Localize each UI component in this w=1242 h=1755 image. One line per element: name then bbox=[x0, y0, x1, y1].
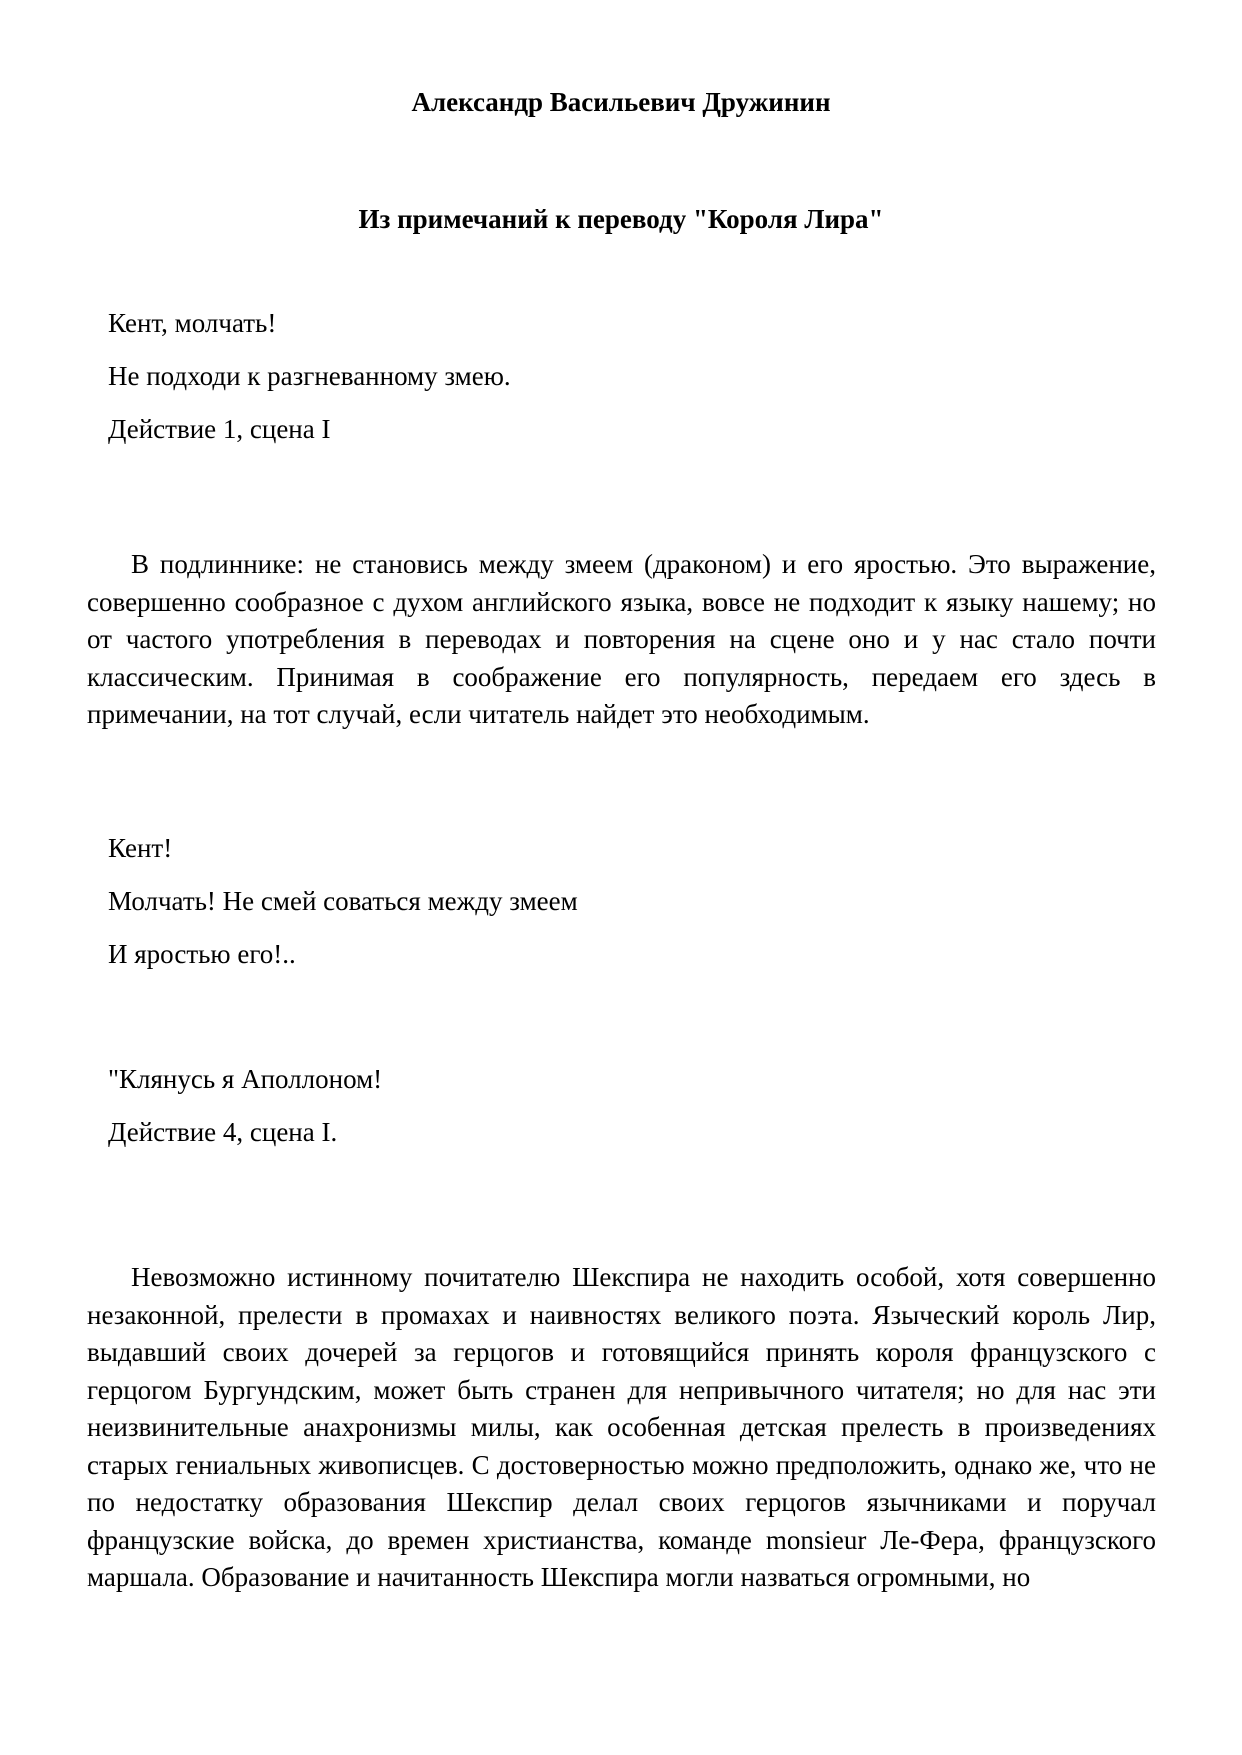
commentary-paragraph-2 bbox=[87, 1259, 1156, 1597]
author-name: Александр Васильевич Дружинин bbox=[411, 87, 831, 117]
quote3-reference: Действие 4, сцена I. bbox=[108, 1117, 338, 1147]
commentary-paragraph-1 bbox=[87, 546, 1156, 734]
quote3-line-1: "Клянусь я Аполлоном! bbox=[108, 1064, 383, 1094]
quote2-line-2: Молчать! Не смей соваться между змеем bbox=[108, 886, 578, 916]
commentary-paragraph-1-text: В подлиннике: не становись между змеем (драконом) и его яростью. Это выражение, совершенно сообразное с духом английского языка, вовсе не подходит к языку нашему; но от частого употребления в переводах и повторения на сцене оно и у нас стало почти классическим. Принимая в соображение его популярность, передаем его здесь в примечании, на тот случай, если читатель найдет это необходимым. bbox=[87, 549, 1156, 729]
quote1-line-2: Не подходи к разгневанному змею. bbox=[108, 361, 511, 391]
document-title: Из примечаний к переводу "Короля Лира" bbox=[358, 204, 884, 234]
quote2-line-3: И яростью его!.. bbox=[108, 939, 296, 969]
quote1-line-1: Кент, молчать! bbox=[108, 308, 277, 338]
quote2-line-1: Кент! bbox=[108, 833, 173, 863]
quote1-reference: Действие 1, сцена I bbox=[108, 414, 331, 444]
commentary-paragraph-2-text: Невозможно истинному почитателю Шекспира не находить особой, хотя совершенно незаконной, прелести в промахах и наивностях великого поэта. Языческий король Лир, выдавший своих дочерей за герцогов и готовящийся принять короля французского с герцогом Бургундским, может быть странен для непривычного читателя; но для нас эти неизвинительные анахронизмы милы, как особенная детская прелесть в произведениях старых гениальных живописцев. С достоверностью можно предположить, однако же, что не по недостатку образования Шекспир делал своих герцогов язычниками и поручал французские войска, до времен христианства, команде monsieur Ле-Фера, французского маршала. Образование и начитанность Шекспира могли назваться огромными, но bbox=[87, 1262, 1156, 1592]
